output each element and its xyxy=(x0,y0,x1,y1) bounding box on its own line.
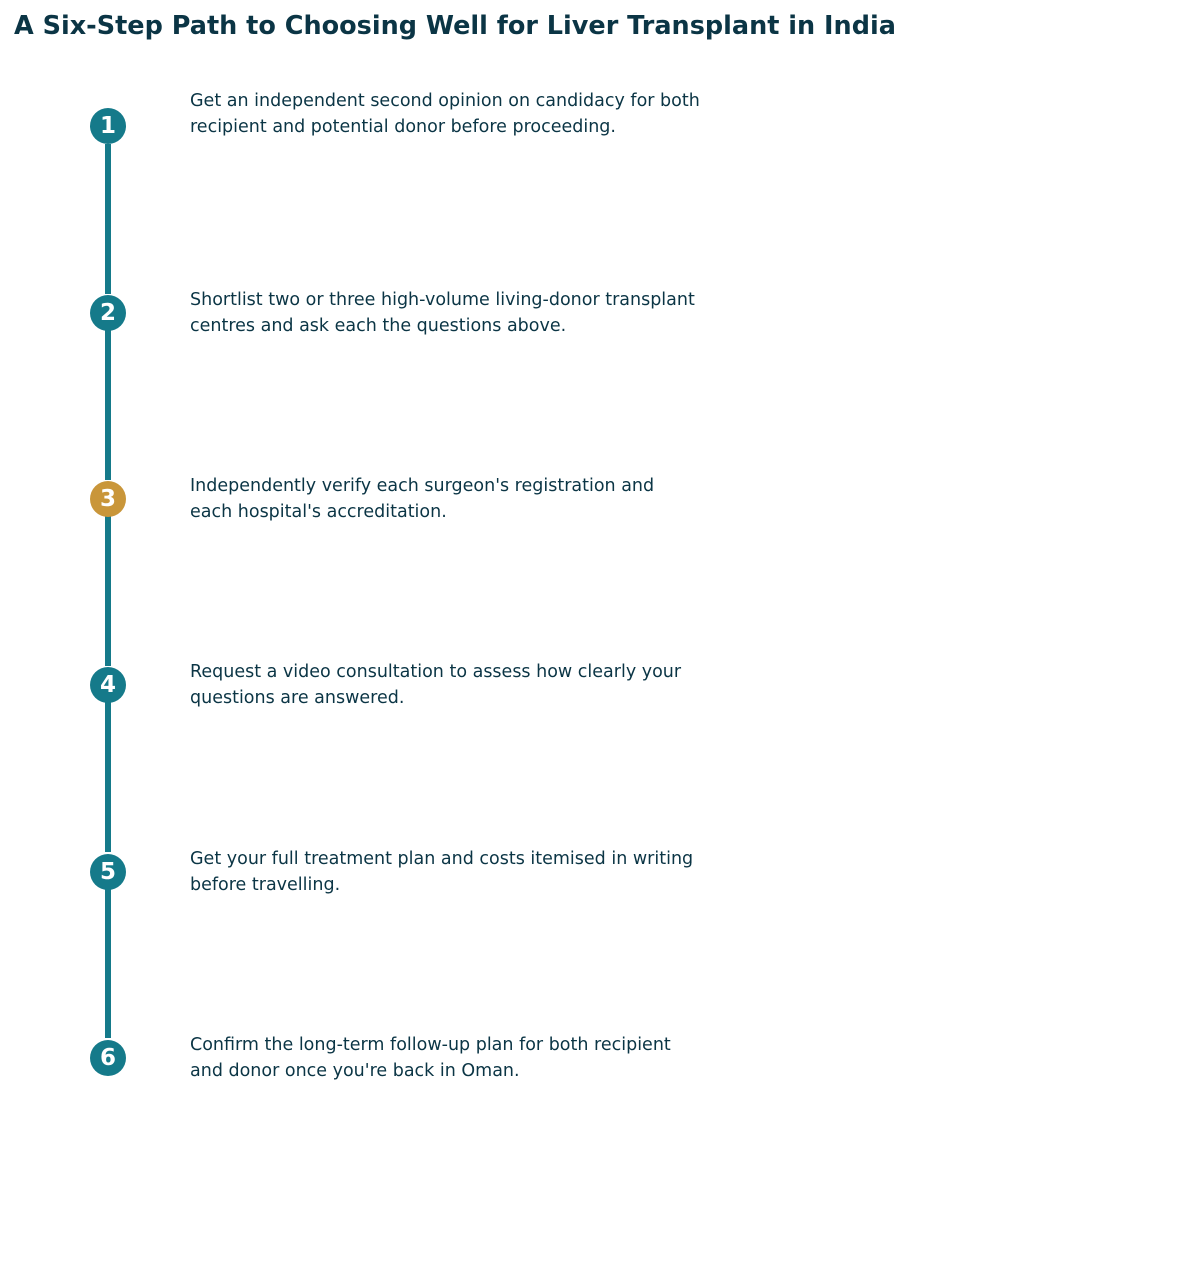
step-6-text: Confirm the long-term follow-up plan for both recipient and donor once you're back in Oman. xyxy=(190,1035,671,1081)
timeline-connector xyxy=(105,702,111,852)
step-5-marker: 5 xyxy=(90,854,126,890)
timeline-connector xyxy=(105,330,111,480)
step-6-marker: 6 xyxy=(90,1040,126,1076)
step-1-marker: 1 xyxy=(90,108,126,144)
timeline-connector xyxy=(105,516,111,666)
step-3-text: Independently verify each surgeon's registration and each hospital's accreditation. xyxy=(190,476,655,522)
step-1-text: Get an independent second opinion on candidacy for both recipient and potential donor before proceeding. xyxy=(190,91,700,137)
step-2-text: Shortlist two or three high-volume living-donor transplant centres and ask each the questions above. xyxy=(190,290,695,336)
step-5-text: Get your full treatment plan and costs itemised in writing before travelling. xyxy=(190,849,694,895)
step-2-marker: 2 xyxy=(90,295,126,331)
timeline-connector xyxy=(105,144,111,294)
step-3-marker: 3 xyxy=(90,481,126,517)
step-4-text: Request a video consultation to assess how clearly your questions are answered. xyxy=(190,662,682,708)
step-4-marker: 4 xyxy=(90,667,126,703)
timeline-connector xyxy=(105,888,111,1038)
page-title: A Six-Step Path to Choosing Well for Liver Transplant in India xyxy=(14,11,896,41)
